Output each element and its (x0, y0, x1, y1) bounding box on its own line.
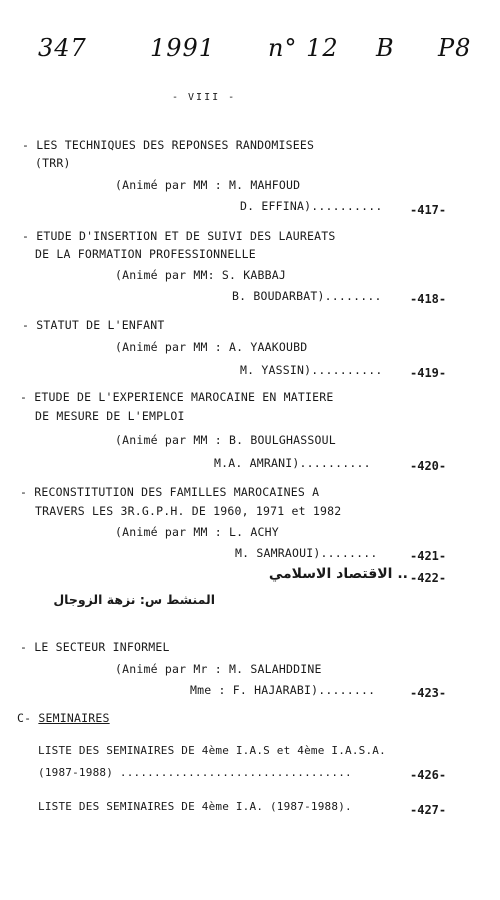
entry-page-number: -417- (410, 203, 447, 217)
page-roman-numeral: - VIII - (172, 92, 237, 103)
entry-animator-2: B. BOUDARBAT)........ (232, 289, 382, 303)
entry-page-number: -423- (410, 686, 447, 700)
entry-animators: (Animé par Mr : M. SALAHDDINE (115, 662, 322, 676)
handwritten-letter: B (376, 34, 395, 62)
entry-title-cont: DE MESURE DE L'EMPLOI (35, 409, 185, 423)
section-prefix: C- (17, 711, 39, 725)
section-title: SEMINAIRES (38, 711, 110, 725)
entry-animators: (Animé par MM : L. ACHY (115, 525, 279, 539)
entry-animator-2: D. EFFINA).......... (240, 199, 383, 213)
section-heading (17, 711, 110, 725)
arabic-entry-animator: المنشط س: نزهة الزوجال (53, 592, 215, 607)
entry-title: - ETUDE DE L'EXPERIENCE MAROCAINE EN MATIERE (20, 390, 334, 404)
seminar-list-item: LISTE DES SEMINAIRES DE 4ème I.A.S et 4ème I.A.S.A. (38, 744, 386, 757)
handwritten-code: P8 (438, 34, 472, 62)
entry-title: - LES TECHNIQUES DES REPONSES RANDOMISEES (22, 138, 315, 152)
entry-title: - LE SECTEUR INFORMEL (20, 640, 170, 654)
entry-animators: (Animé par MM : B. BOULGHASSOUL (115, 433, 336, 447)
entry-title-cont: DE LA FORMATION PROFESSIONNELLE (35, 247, 256, 261)
arabic-entry-title: .. الاقتصاد الاسلامي (268, 566, 408, 582)
entry-title-cont: (TRR) (35, 156, 71, 170)
entry-page-number: -420- (410, 459, 447, 473)
entry-animator-2: M. YASSIN).......... (240, 363, 383, 377)
entry-page-number: -418- (410, 292, 447, 306)
entry-animator-2: M. SAMRAOUI)........ (235, 546, 378, 560)
entry-animator-2: M.A. AMRANI).......... (214, 456, 371, 470)
seminar-list-item: LISTE DES SEMINAIRES DE 4ème I.A. (1987-1988). (38, 800, 352, 813)
entry-animator-2: Mme : F. HAJARABI)........ (190, 683, 376, 697)
entry-page-number: -427- (410, 803, 447, 817)
entry-page-number: -421- (410, 549, 447, 563)
handwritten-number: n° 12 (268, 34, 339, 62)
entry-page-number: -426- (410, 768, 447, 782)
entry-animators: (Animé par MM : A. YAAKOUBD (115, 340, 308, 354)
entry-animators: (Animé par MM : M. MAHFOUD (115, 178, 301, 192)
entry-title: - STATUT DE L'ENFANT (22, 318, 165, 332)
seminar-list-item-cont: (1987-1988) .................................. (38, 766, 352, 779)
handwritten-ref: 347 (38, 34, 87, 62)
entry-page-number: -419- (410, 366, 447, 380)
entry-animators: (Animé par MM: S. KABBAJ (115, 268, 286, 282)
entry-title: - RECONSTITUTION DES FAMILLES MAROCAINES A (20, 485, 320, 499)
handwritten-year: 1991 (150, 34, 216, 62)
entry-title: - ETUDE D'INSERTION ET DE SUIVI DES LAUREATS (22, 229, 336, 243)
entry-title-cont: TRAVERS LES 3R.G.P.H. DE 1960, 1971 et 1982 (35, 504, 342, 518)
entry-page-number: -422- (410, 571, 447, 585)
